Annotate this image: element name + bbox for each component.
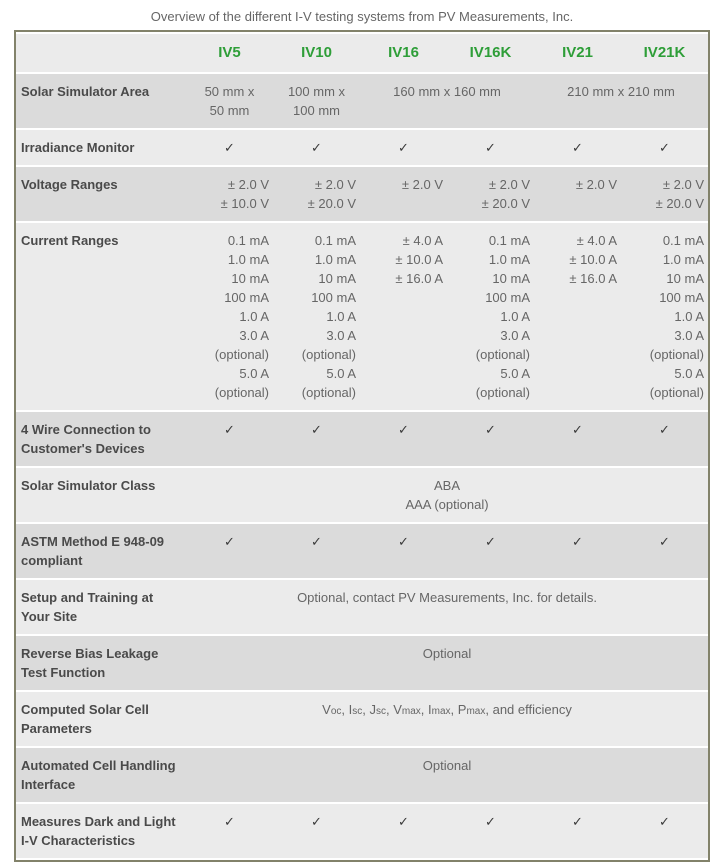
table-row — [16, 748, 708, 802]
parameters-cell: Voc, Isc, Jsc, Vmax, Imax, Pmax, and efficiency — [186, 692, 708, 746]
cell-line: ± 2.0 V — [488, 177, 530, 192]
header-empty-cell — [16, 34, 186, 72]
merged-cell — [186, 468, 708, 522]
cell-line: 160 mm x 160 mm — [393, 84, 501, 99]
cell-line: ± 2.0 V — [314, 177, 356, 192]
cell-line: ± 2.0 V — [662, 177, 704, 192]
cell-line: 5.0 A — [326, 366, 356, 381]
table-cell — [273, 167, 360, 221]
cell-line: (optional) — [301, 385, 356, 400]
table-cell — [621, 167, 708, 221]
table-cell — [186, 223, 273, 410]
row-label: ASTM Method E 948-09 compliant — [16, 524, 186, 578]
table-row — [16, 636, 708, 690]
cell-line: 10 mA — [492, 271, 530, 286]
cell-line: ± 10.0 A — [395, 252, 443, 267]
parameter-symbol: V — [393, 702, 402, 717]
cell-line: 1.0 mA — [488, 252, 530, 267]
table-cell — [621, 130, 708, 165]
cell-line: 100 mm x — [287, 84, 346, 99]
table-cell — [273, 804, 360, 858]
row-label: Solar Simulator Area — [16, 74, 186, 128]
table-cell — [621, 524, 708, 578]
row-label: Reverse Bias Leakage Test Function — [16, 636, 186, 690]
row-label: Current Ranges — [16, 223, 186, 410]
parameter-symbol: V — [322, 702, 331, 717]
table-row — [16, 74, 708, 128]
cell-line: 100 mA — [485, 290, 530, 305]
check-icon: ✓ — [224, 422, 235, 437]
column-header-iv16k: IV16K — [447, 34, 534, 72]
cell-line: 100 mA — [659, 290, 704, 305]
parameter-symbol: I — [348, 702, 353, 717]
cell-line: 1.0 A — [239, 309, 269, 324]
cell-line: 5.0 A — [239, 366, 269, 381]
check-icon: ✓ — [224, 534, 235, 549]
table-cell — [621, 223, 708, 410]
cell-line: 210 mm x 210 mm — [567, 84, 675, 99]
merged-cell — [360, 74, 534, 128]
parameter-subscript: max — [431, 706, 451, 717]
check-icon: ✓ — [311, 814, 322, 829]
cell-line: ± 16.0 A — [569, 271, 617, 286]
cell-line: (optional) — [214, 385, 269, 400]
page-title: Overview of the different I-V testing systems from PV Measurements, Inc. — [150, 9, 574, 24]
cell-line: (optional) — [214, 347, 269, 362]
table-row — [16, 130, 708, 165]
cell-line: 1.0 mA — [314, 252, 356, 267]
table-cell — [186, 74, 273, 128]
table-cell — [273, 74, 360, 128]
parameter-subscript: sc — [375, 706, 386, 717]
cell-line: 100 mm — [293, 103, 340, 118]
cell-line: 3.0 A — [326, 328, 356, 343]
table-cell — [273, 223, 360, 410]
table-cell — [447, 524, 534, 578]
cell-line: 100 mA — [311, 290, 356, 305]
cell-line: AAA (optional) — [405, 497, 489, 512]
table-row — [16, 692, 708, 746]
check-icon: ✓ — [659, 422, 670, 437]
table-row — [16, 223, 708, 410]
cell-line: Optional — [422, 646, 472, 661]
cell-line: 0.1 mA — [662, 233, 704, 248]
row-label: Automated Cell Handling Interface — [16, 748, 186, 802]
table-cell — [360, 223, 447, 410]
table-cell — [534, 412, 621, 466]
cell-line: 3.0 A — [239, 328, 269, 343]
table-cell — [360, 524, 447, 578]
cell-line: (optional) — [649, 385, 704, 400]
cell-line: ± 10.0 A — [569, 252, 617, 267]
table-cell — [534, 524, 621, 578]
cell-line: 5.0 A — [674, 366, 704, 381]
cell-line: (optional) — [475, 347, 530, 362]
table-cell — [621, 412, 708, 466]
column-header-iv21k: IV21K — [621, 34, 708, 72]
table-row — [16, 468, 708, 522]
parameter-symbol: J — [369, 702, 376, 717]
cell-line: ± 4.0 A — [576, 233, 617, 248]
check-icon: ✓ — [398, 534, 409, 549]
merged-cell — [186, 748, 708, 802]
table-cell — [186, 412, 273, 466]
cell-line: 10 mA — [318, 271, 356, 286]
row-label: Voltage Ranges — [16, 167, 186, 221]
cell-line: ± 20.0 V — [307, 196, 356, 211]
cell-line: ± 4.0 A — [402, 233, 443, 248]
cell-line: 50 mm — [209, 103, 250, 118]
cell-line: 0.1 mA — [314, 233, 356, 248]
merged-cell — [186, 580, 708, 634]
row-label: 4 Wire Connection to Customer's Devices — [16, 412, 186, 466]
cell-line: 0.1 mA — [488, 233, 530, 248]
table-cell — [534, 804, 621, 858]
cell-line: ± 16.0 A — [395, 271, 443, 286]
cell-line: 0.1 mA — [227, 233, 269, 248]
parameter-symbol: P — [457, 702, 467, 717]
table-cell — [186, 130, 273, 165]
table-cell — [360, 412, 447, 466]
check-icon: ✓ — [398, 814, 409, 829]
table-row — [16, 580, 708, 634]
cell-line: ± 10.0 V — [220, 196, 269, 211]
check-icon: ✓ — [311, 422, 322, 437]
table-cell — [273, 130, 360, 165]
table-cell — [447, 167, 534, 221]
cell-line: 10 mA — [666, 271, 704, 286]
check-icon: ✓ — [659, 534, 670, 549]
table-cell — [447, 804, 534, 858]
check-icon: ✓ — [485, 140, 496, 155]
check-icon: ✓ — [311, 534, 322, 549]
check-icon: ✓ — [485, 534, 496, 549]
row-label: Computed Solar Cell Parameters — [16, 692, 186, 746]
table-cell — [447, 223, 534, 410]
row-label: Irradiance Monitor — [16, 130, 186, 165]
parameter-subscript: sc — [352, 706, 363, 717]
table-row — [16, 412, 708, 466]
cell-line: ± 2.0 V — [227, 177, 269, 192]
table-cell — [621, 804, 708, 858]
cell-line: (optional) — [475, 385, 530, 400]
row-label: Solar Simulator Class — [16, 468, 186, 522]
table-cell — [534, 223, 621, 410]
cell-line: (optional) — [301, 347, 356, 362]
cell-line: ± 2.0 V — [575, 177, 617, 192]
cell-line: 1.0 A — [326, 309, 356, 324]
column-header-iv5: IV5 — [186, 34, 273, 72]
cell-line: 10 mA — [231, 271, 269, 286]
table-cell — [360, 167, 447, 221]
column-header-iv16: IV16 — [360, 34, 447, 72]
merged-cell — [534, 74, 708, 128]
table-cell — [447, 130, 534, 165]
check-icon: ✓ — [572, 140, 583, 155]
cell-line: 1.0 mA — [227, 252, 269, 267]
cell-line: (optional) — [649, 347, 704, 362]
cell-line: 100 mA — [224, 290, 269, 305]
row-label: Setup and Training at Your Site — [16, 580, 186, 634]
check-icon: ✓ — [572, 534, 583, 549]
table-cell — [186, 804, 273, 858]
iv-systems-comparison-table — [14, 30, 710, 862]
check-icon: ✓ — [659, 140, 670, 155]
check-icon: ✓ — [572, 422, 583, 437]
parameter-subscript: oc — [330, 706, 342, 717]
table-row — [16, 804, 708, 858]
table-cell — [273, 524, 360, 578]
cell-line: 1.0 mA — [662, 252, 704, 267]
cell-line: ± 2.0 V — [401, 177, 443, 192]
table-cell — [360, 130, 447, 165]
cell-line: ± 20.0 V — [481, 196, 530, 211]
header-row — [16, 34, 708, 72]
check-icon: ✓ — [311, 140, 322, 155]
cell-line: 50 mm x — [204, 84, 255, 99]
check-icon: ✓ — [224, 814, 235, 829]
cell-line: Optional — [422, 758, 472, 773]
table-cell — [534, 130, 621, 165]
parameter-subscript: max — [466, 706, 486, 717]
cell-line: 3.0 A — [674, 328, 704, 343]
table-cell — [447, 412, 534, 466]
table-cell — [186, 167, 273, 221]
check-icon: ✓ — [485, 422, 496, 437]
row-label: Measures Dark and Light I-V Characteristics — [16, 804, 186, 858]
cell-line: 1.0 A — [500, 309, 530, 324]
table-row — [16, 167, 708, 221]
cell-line: 1.0 A — [674, 309, 704, 324]
cell-line: ± 20.0 V — [655, 196, 704, 211]
check-icon: ✓ — [224, 140, 235, 155]
cell-line: 5.0 A — [500, 366, 530, 381]
table-cell — [360, 804, 447, 858]
check-icon: ✓ — [398, 140, 409, 155]
cell-line: Optional, contact PV Measurements, Inc. for details. — [297, 590, 597, 605]
check-icon: ✓ — [398, 422, 409, 437]
cell-line: 3.0 A — [500, 328, 530, 343]
cell-line: ABA — [433, 478, 460, 493]
check-icon: ✓ — [485, 814, 496, 829]
table-body — [16, 74, 708, 858]
check-icon: ✓ — [659, 814, 670, 829]
parameter-subscript: max — [401, 706, 421, 717]
table-row — [16, 524, 708, 578]
check-icon: ✓ — [572, 814, 583, 829]
table-cell — [186, 524, 273, 578]
parameter-symbol: I — [428, 702, 432, 717]
merged-cell — [186, 636, 708, 690]
column-header-iv21: IV21 — [534, 34, 621, 72]
table-cell — [273, 412, 360, 466]
column-header-iv10: IV10 — [273, 34, 360, 72]
table-cell — [534, 167, 621, 221]
